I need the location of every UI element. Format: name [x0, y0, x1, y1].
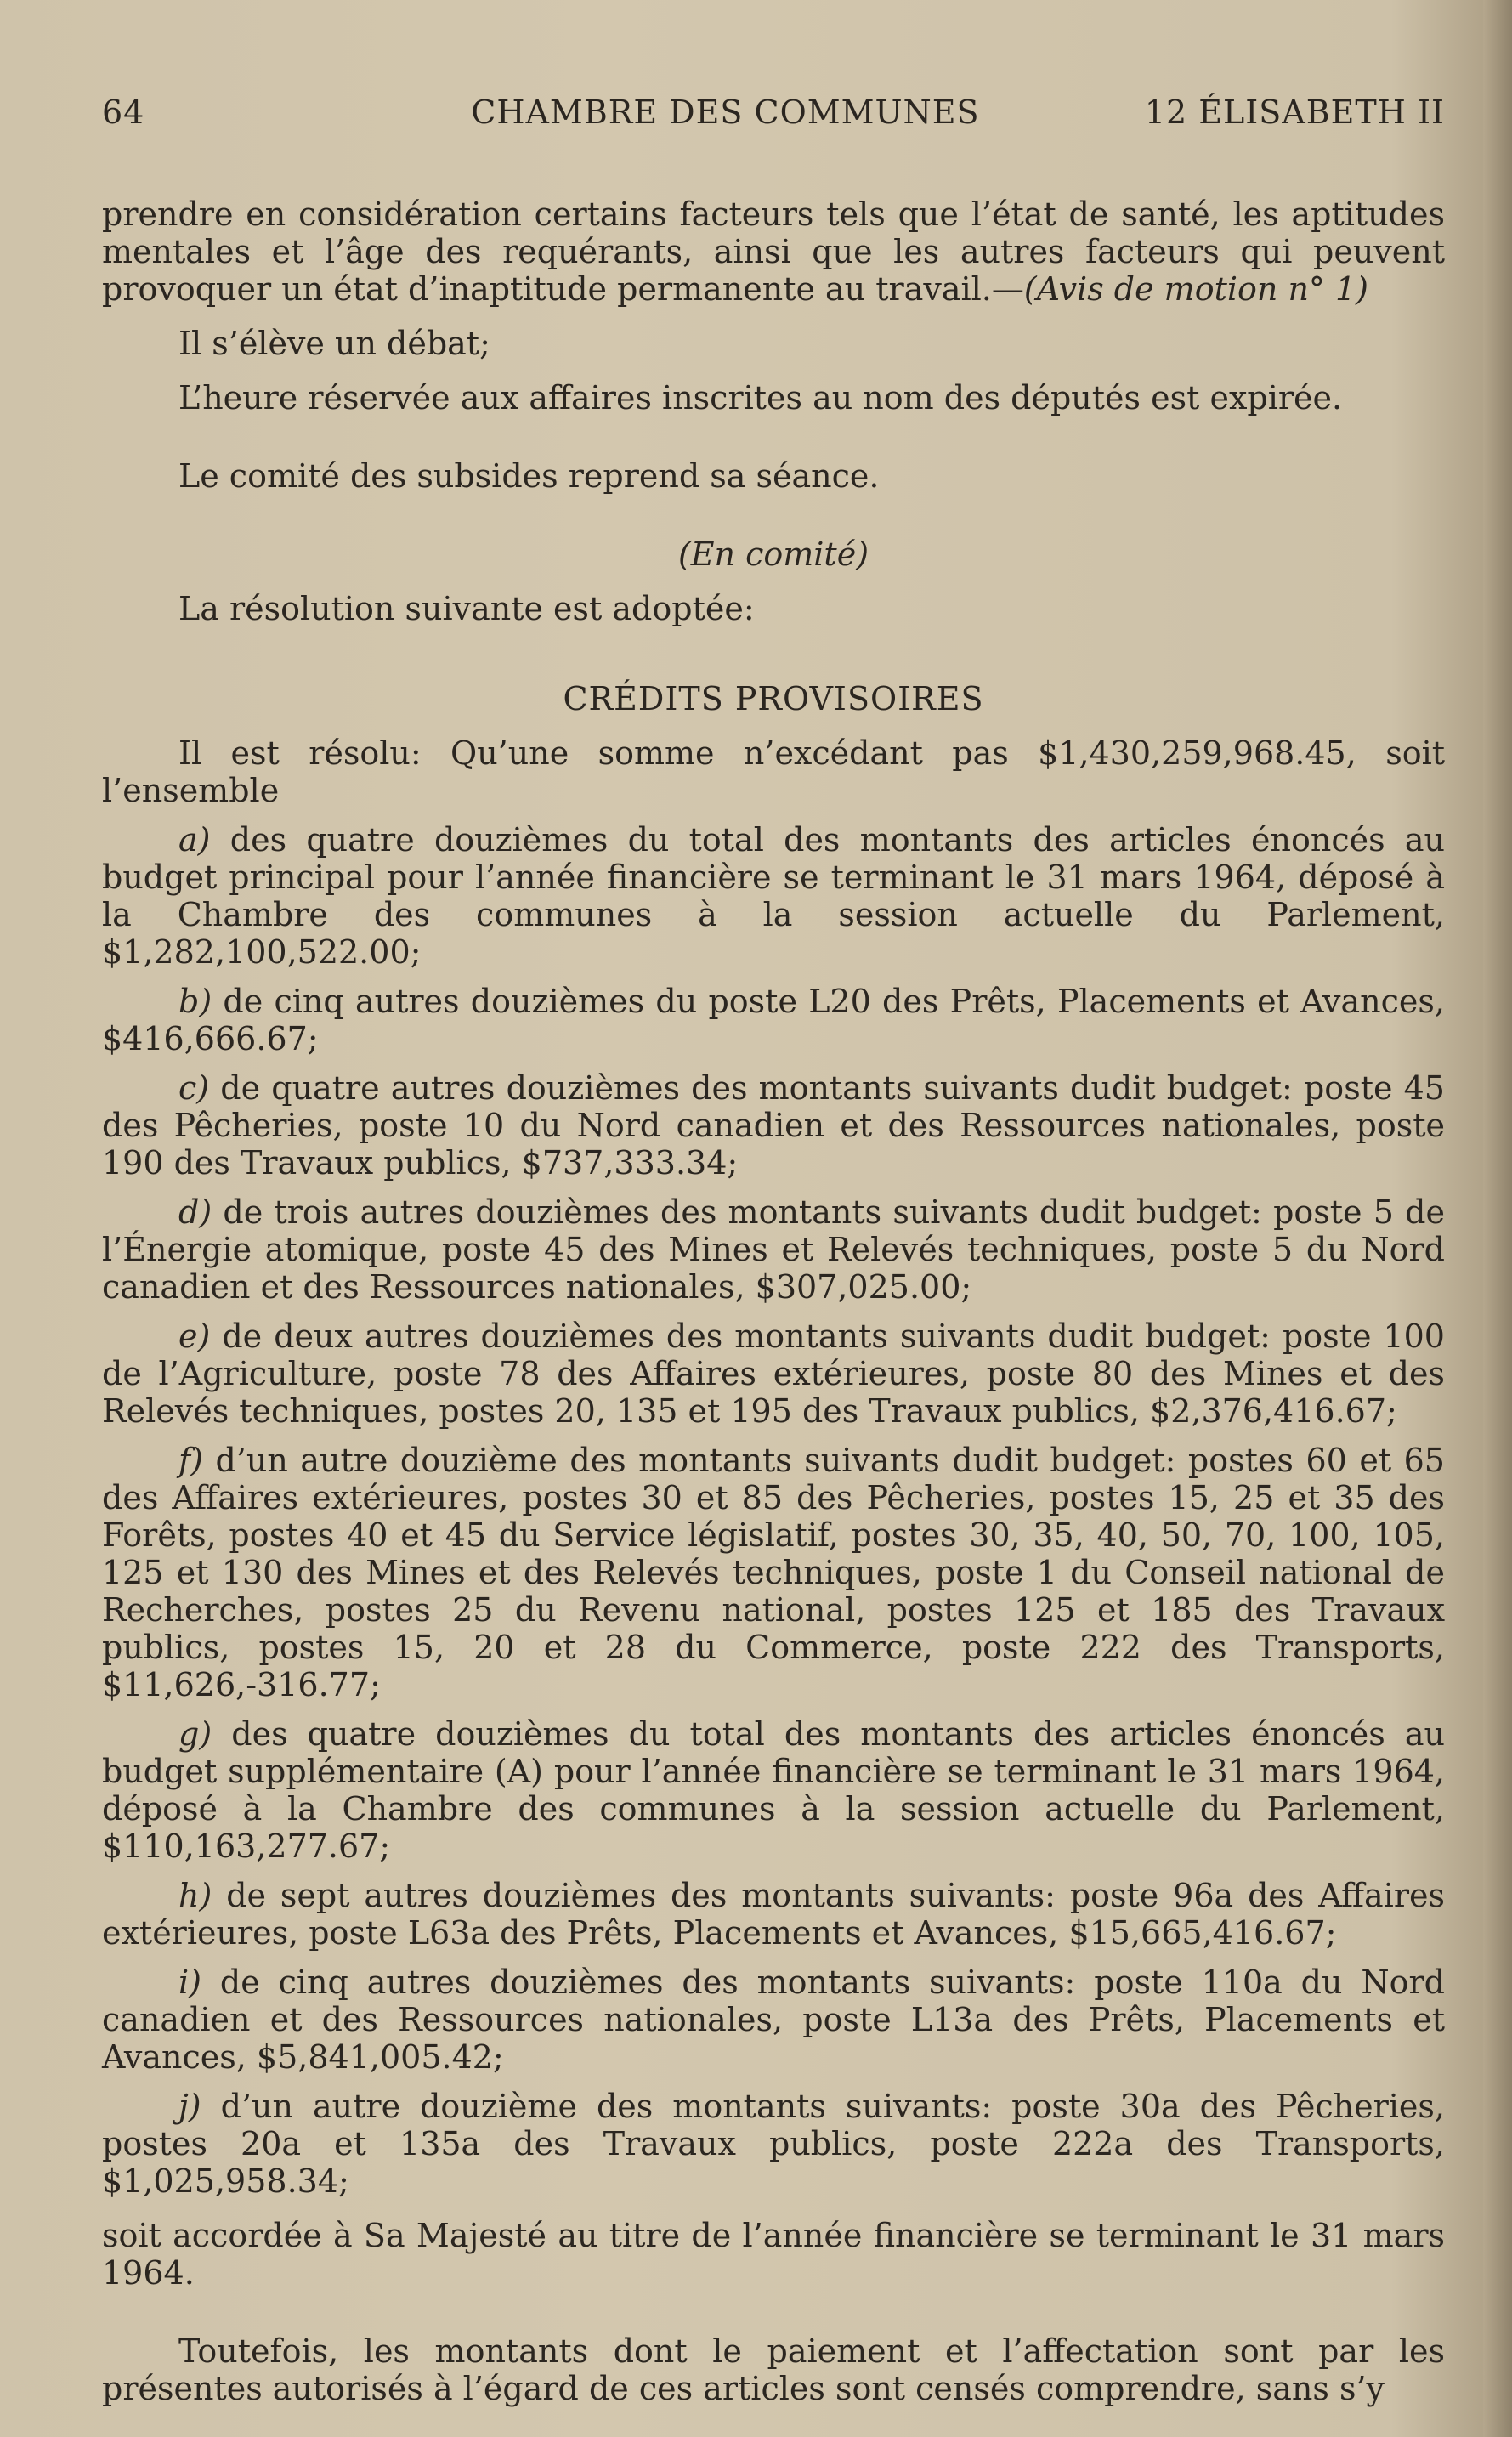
item-text: de cinq autres douzièmes du poste L20 des Prêts, Placements et Avances, $416,666.67;	[102, 983, 1445, 1057]
intro-text: prendre en considération certains facteurs tels que l’état de santé, les aptitudes mentales et l’âge des requérants, ainsi que les autres facteurs qui peuvent provoquer un état d’inaptitude permanente au travail.—	[102, 196, 1445, 308]
page-edge	[1483, 0, 1512, 2437]
running-header	[102, 94, 1445, 145]
section-title: CRÉDITS PROVISOIRES	[563, 680, 984, 717]
item-text: de quatre autres douzièmes des montants suivants dudit budget: poste 45 des Pêcheries, poste 10 du Nord canadien et des Ressources nationales, poste 190 des Travaux publics, $737,333.34;	[102, 1069, 1445, 1182]
item-text: des quatre douzièmes du total des montants des articles énoncés au budget principal pour l’année financière se terminant le 31 mars 1964, déposé à la Chambre des communes à la session actuelle du Parlement, $1,282,100,522.00;	[102, 821, 1445, 971]
items-list	[102, 821, 1445, 2200]
item-label: h)	[178, 1877, 212, 1914]
resolution-adopted-line: La résolution suivante est adoptée:	[178, 590, 755, 627]
item-label: d)	[178, 1193, 212, 1231]
list-item	[102, 1193, 1445, 1306]
item-label: i)	[178, 1964, 201, 2001]
motion-citation: (Avis de motion n° 1)	[1023, 270, 1369, 308]
list-item	[102, 1442, 1445, 1703]
item-text: de trois autres douzièmes des montants suivants dudit budget: poste 5 de l’Énergie atomique, poste 45 des Mines et Relevés techniques, poste 5 du Nord canadien et des Ressources nationales, $307,025.00;	[102, 1193, 1445, 1306]
item-label: f)	[178, 1442, 203, 1479]
item-label: b)	[178, 983, 212, 1020]
list-item	[102, 1069, 1445, 1182]
list-item	[102, 821, 1445, 971]
page-number: 64	[102, 94, 145, 131]
committee-resumes-line: Le comité des subsides reprend sa séance.	[178, 457, 880, 495]
item-label: e)	[178, 1318, 211, 1355]
list-item	[102, 1318, 1445, 1430]
list-item	[102, 1964, 1445, 2076]
list-item	[102, 983, 1445, 1057]
journal-title: CHAMBRE DES COMMUNES	[471, 94, 980, 131]
item-text: de cinq autres douzièmes des montants suivants: poste 110a du Nord canadien et des Ressources nationales, poste L13a des Prêts, Placements et Avances, $5,841,005.42;	[102, 1964, 1445, 2076]
resolved-paragraph: Il est résolu: Qu’une somme n’excédant pas $1,430,259,968.45, soit l’ensemble	[102, 734, 1445, 809]
item-text: des quatre douzièmes du total des montants des articles énoncés au budget supplémentaire (A) pour l’année financière se terminant le 31 mars 1964, déposé à la Chambre des communes à la session actuelle du Parlement, $110,163,277.67;	[102, 1715, 1445, 1865]
item-text: d’un autre douzième des montants suivants dudit budget: postes 60 et 65 des Affaires extérieures, postes 30 et 85 des Pêcheries, postes 15, 25 et 35 des Forêts, postes 40 et 45 du Service législatif, postes 30, 35, 40, 50, 70, 100, 105, 125 et 130 des Mines et des Relevés techniques, poste 1 du Conseil national de Recherches, postes 25 du Revenu national, postes 125 et 185 des Travaux publics, postes 15, 20 et 28 du Commerce, poste 222 des Transports, $11,626,-316.77;	[102, 1442, 1445, 1703]
debate-line: Il s’élève un débat;	[178, 325, 490, 362]
item-label: j)	[178, 2088, 201, 2125]
in-committee-heading: (En comité)	[677, 536, 869, 573]
item-text: de deux autres douzièmes des montants suivants dudit budget: poste 100 de l’Agriculture, poste 78 des Affaires extérieures, poste 80 des Mines et des Relevés techniques, postes 20, 135 et 195 des Travaux publics, $2,376,416.67;	[102, 1318, 1445, 1430]
list-item	[102, 2088, 1445, 2200]
item-label: c)	[178, 1069, 210, 1107]
item-text: d’un autre douzième des montants suivants: poste 30a des Pêcheries, postes 20a et 135a des Travaux publics, poste 222a des Transports, $1,025,958.34;	[102, 2088, 1445, 2200]
hour-expired-line: L’heure réservée aux affaires inscrites au nom des députés est expirée.	[178, 379, 1343, 417]
item-text: de sept autres douzièmes des montants suivants: poste 96a des Affaires extérieures, poste L63a des Prêts, Placements et Avances, $15,665,416.67;	[102, 1877, 1445, 1952]
list-item	[102, 1877, 1445, 1952]
item-label: g)	[178, 1715, 212, 1753]
list-item	[102, 1715, 1445, 1865]
page-content	[102, 94, 1445, 2407]
regnal-year: 12 ÉLISABETH II	[1144, 94, 1445, 131]
proviso-paragraph: Toutefois, les montants dont le paiement et l’affectation sont par les présentes autorisés à l’égard de ces articles sont censés comprendre, sans s’y	[102, 2332, 1445, 2407]
item-label: a)	[178, 821, 211, 859]
granted-paragraph: soit accordée à Sa Majesté au titre de l’année financière se terminant le 31 mars 1964.	[102, 2217, 1445, 2292]
intro-paragraph	[102, 196, 1445, 308]
